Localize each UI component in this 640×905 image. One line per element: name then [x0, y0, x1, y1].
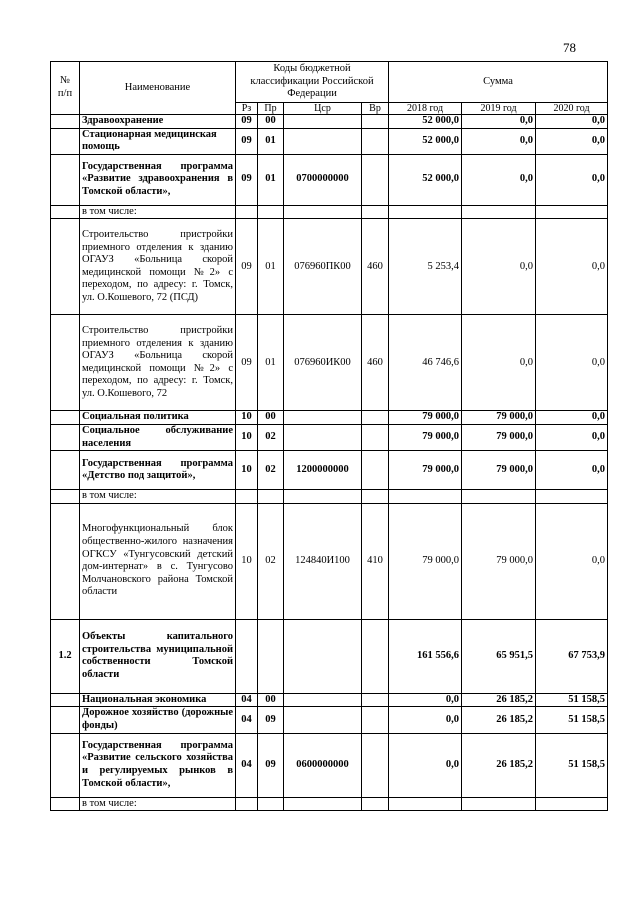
row-vr — [362, 733, 389, 797]
row-num — [51, 707, 80, 733]
row-rz: 10 — [236, 503, 258, 619]
row-num — [51, 411, 80, 425]
table-row — [51, 219, 608, 315]
row-pr — [258, 490, 284, 504]
row-num — [51, 219, 80, 315]
row-2019: 0,0 — [462, 315, 536, 411]
row-name: Стационарная медицинская помощь — [80, 128, 236, 154]
row-csr: 0600000000 — [284, 733, 362, 797]
row-rz: 09 — [236, 154, 258, 205]
row-2018: 5 253,4 — [389, 219, 462, 315]
table-row — [51, 693, 608, 707]
row-vr — [362, 797, 389, 811]
row-vr — [362, 451, 389, 490]
row-pr — [258, 619, 284, 693]
table-row — [51, 424, 608, 450]
header-row — [51, 62, 608, 103]
row-pr: 01 — [258, 219, 284, 315]
row-csr: 124840И100 — [284, 503, 362, 619]
row-2018: 46 746,6 — [389, 315, 462, 411]
row-csr — [284, 128, 362, 154]
row-2020 — [536, 797, 608, 811]
row-rz: 09 — [236, 315, 258, 411]
row-num — [51, 128, 80, 154]
row-csr — [284, 707, 362, 733]
row-rz: 04 — [236, 733, 258, 797]
row-csr: 076960ИК00 — [284, 315, 362, 411]
row-vr — [362, 154, 389, 205]
row-num — [51, 424, 80, 450]
row-2019: 26 185,2 — [462, 693, 536, 707]
row-name: в том числе: — [80, 490, 236, 504]
row-2020: 0,0 — [536, 451, 608, 490]
row-2018 — [389, 490, 462, 504]
row-vr: 460 — [362, 315, 389, 411]
row-2018: 0,0 — [389, 733, 462, 797]
row-name: Здравоохранение — [80, 115, 236, 129]
row-name: Дорожное хозяйство (дорожные фонды) — [80, 707, 236, 733]
table-row — [51, 315, 608, 411]
row-2018: 79 000,0 — [389, 503, 462, 619]
row-2018: 79 000,0 — [389, 451, 462, 490]
row-num — [51, 154, 80, 205]
row-2020: 0,0 — [536, 424, 608, 450]
row-pr: 09 — [258, 707, 284, 733]
row-num — [51, 733, 80, 797]
row-rz: 04 — [236, 693, 258, 707]
row-csr: 1200000000 — [284, 451, 362, 490]
row-pr: 00 — [258, 115, 284, 129]
header-name: Наименование — [80, 62, 236, 115]
row-rz: 10 — [236, 411, 258, 425]
row-name: в том числе: — [80, 797, 236, 811]
row-2019: 65 951,5 — [462, 619, 536, 693]
row-num — [51, 451, 80, 490]
row-2020: 51 158,5 — [536, 707, 608, 733]
row-pr: 01 — [258, 154, 284, 205]
row-name: Государственная программа «Развитие здравоохранения в Томской области», — [80, 154, 236, 205]
row-csr — [284, 693, 362, 707]
row-num — [51, 490, 80, 504]
row-2018: 161 556,6 — [389, 619, 462, 693]
row-2019: 26 185,2 — [462, 707, 536, 733]
row-name: Многофункциональный блок общественно-жилого назначения ОГКСУ «Тунгусовский детский дом-интернат» в с. Тунгусово Молчановского района Томской области — [80, 503, 236, 619]
row-name: Государственная программа «Детство под защитой», — [80, 451, 236, 490]
header-2019: 2019 год — [462, 103, 536, 115]
table-row — [51, 205, 608, 219]
row-2019: 79 000,0 — [462, 424, 536, 450]
row-2020 — [536, 205, 608, 219]
table-row — [51, 154, 608, 205]
table-row — [51, 619, 608, 693]
row-2020: 0,0 — [536, 411, 608, 425]
row-2020: 0,0 — [536, 115, 608, 129]
row-2018: 52 000,0 — [389, 115, 462, 129]
row-pr: 09 — [258, 733, 284, 797]
row-2019: 0,0 — [462, 154, 536, 205]
row-vr — [362, 707, 389, 733]
row-rz: 10 — [236, 451, 258, 490]
row-2020: 67 753,9 — [536, 619, 608, 693]
row-vr — [362, 490, 389, 504]
row-2019: 26 185,2 — [462, 733, 536, 797]
table-row — [51, 707, 608, 733]
row-2018: 0,0 — [389, 693, 462, 707]
row-vr — [362, 619, 389, 693]
row-rz: 09 — [236, 219, 258, 315]
row-csr — [284, 115, 362, 129]
table-row — [51, 411, 608, 425]
header-num-line1: № — [59, 75, 71, 87]
row-name: Государственная программа «Развитие сельского хозяйства и регулируемых рынков в Томской области», — [80, 733, 236, 797]
page-number: 78 — [563, 40, 576, 55]
row-csr: 0700000000 — [284, 154, 362, 205]
row-2019 — [462, 490, 536, 504]
row-rz: 10 — [236, 424, 258, 450]
header-num-line2: п/п — [57, 88, 73, 99]
row-csr — [284, 424, 362, 450]
row-name: Строительство пристройки приемного отделения к зданию ОГАУЗ «Больница скорой медицинской помощи №2» с переходом, по адресу: г. Томск, ул. О.Кошевого, 72 — [80, 315, 236, 411]
row-2018: 0,0 — [389, 707, 462, 733]
header-codes: Коды бюджетной классификации Российской Федерации — [236, 62, 389, 103]
row-vr: 460 — [362, 219, 389, 315]
row-2020: 0,0 — [536, 154, 608, 205]
row-name: Социальная политика — [80, 411, 236, 425]
row-vr — [362, 128, 389, 154]
row-pr: 02 — [258, 451, 284, 490]
row-2020: 51 158,5 — [536, 733, 608, 797]
row-2019: 0,0 — [462, 115, 536, 129]
row-2018 — [389, 205, 462, 219]
table-row — [51, 451, 608, 490]
header-num — [51, 62, 80, 115]
row-2020: 0,0 — [536, 128, 608, 154]
row-pr: 01 — [258, 128, 284, 154]
row-2019: 0,0 — [462, 128, 536, 154]
row-csr — [284, 490, 362, 504]
row-vr — [362, 115, 389, 129]
row-csr — [284, 797, 362, 811]
row-pr: 01 — [258, 315, 284, 411]
row-vr — [362, 424, 389, 450]
row-csr — [284, 411, 362, 425]
table-row — [51, 503, 608, 619]
row-num — [51, 693, 80, 707]
row-csr: 076960ПК00 — [284, 219, 362, 315]
header-vr: Вр — [362, 103, 389, 115]
row-name: Национальная экономика — [80, 693, 236, 707]
row-rz — [236, 797, 258, 811]
row-vr — [362, 205, 389, 219]
row-2019: 79 000,0 — [462, 451, 536, 490]
header-2018: 2018 год — [389, 103, 462, 115]
header-sum: Сумма — [389, 62, 608, 103]
row-2019 — [462, 205, 536, 219]
row-vr — [362, 693, 389, 707]
row-2020: 0,0 — [536, 503, 608, 619]
row-rz: 04 — [236, 707, 258, 733]
row-2018: 52 000,0 — [389, 154, 462, 205]
row-csr — [284, 619, 362, 693]
row-2019: 79 000,0 — [462, 503, 536, 619]
row-num — [51, 503, 80, 619]
row-rz — [236, 205, 258, 219]
row-rz — [236, 490, 258, 504]
row-rz — [236, 619, 258, 693]
row-pr — [258, 797, 284, 811]
table-body — [51, 62, 608, 811]
header-2020: 2020 год — [536, 103, 608, 115]
row-num — [51, 115, 80, 129]
row-name: в том числе: — [80, 205, 236, 219]
row-pr: 00 — [258, 693, 284, 707]
row-rz: 09 — [236, 115, 258, 129]
header-pr: Пр — [258, 103, 284, 115]
row-csr — [284, 205, 362, 219]
row-2018 — [389, 797, 462, 811]
row-2019: 79 000,0 — [462, 411, 536, 425]
row-num: 1.2 — [51, 619, 80, 693]
row-name: Строительство пристройки приемного отделения к зданию ОГАУЗ «Больница скорой медицинской помощи №2» с переходом, по адресу: г. Томск, ул. О.Кошевого, 72 (ПСД) — [80, 219, 236, 315]
row-2018: 79 000,0 — [389, 411, 462, 425]
row-2018: 52 000,0 — [389, 128, 462, 154]
row-num — [51, 315, 80, 411]
row-2019: 0,0 — [462, 219, 536, 315]
table-row — [51, 490, 608, 504]
row-2020: 0,0 — [536, 219, 608, 315]
row-2020: 51 158,5 — [536, 693, 608, 707]
row-pr — [258, 205, 284, 219]
table-row — [51, 128, 608, 154]
table-row — [51, 733, 608, 797]
row-num — [51, 205, 80, 219]
row-num — [51, 797, 80, 811]
row-name: Социальное обслуживание населения — [80, 424, 236, 450]
row-2018: 79 000,0 — [389, 424, 462, 450]
header-csr: Цср — [284, 103, 362, 115]
table-row — [51, 115, 608, 129]
table-row — [51, 797, 608, 811]
budget-table — [50, 61, 608, 811]
header-rz: Рз — [236, 103, 258, 115]
row-rz: 09 — [236, 128, 258, 154]
row-name: Объекты капитального строительства муниципальной собственности Томской области — [80, 619, 236, 693]
row-vr — [362, 411, 389, 425]
row-pr: 02 — [258, 424, 284, 450]
row-2020: 0,0 — [536, 315, 608, 411]
row-pr: 00 — [258, 411, 284, 425]
row-2019 — [462, 797, 536, 811]
row-pr: 02 — [258, 503, 284, 619]
row-2020 — [536, 490, 608, 504]
row-vr: 410 — [362, 503, 389, 619]
